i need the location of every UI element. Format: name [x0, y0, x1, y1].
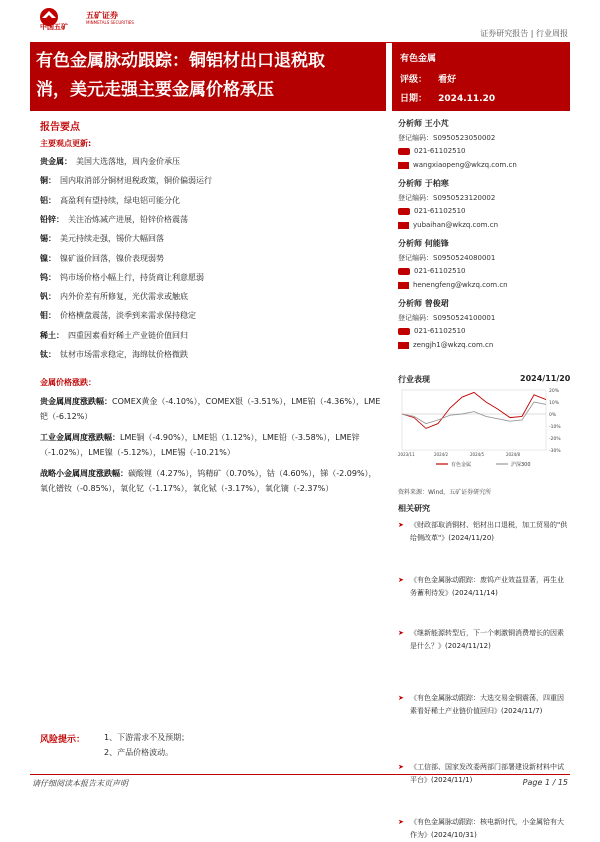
- update-metal: 铝：: [40, 195, 56, 205]
- analyst-email: [398, 221, 498, 229]
- related-research-text: 《有色金属脉动跟踪：大选交易金铜震荡，四重因素看好稀土产业链价值回归》(2024/11/7): [410, 694, 564, 715]
- update-item: [40, 330, 188, 341]
- date-value: 2024.11.20: [438, 94, 496, 104]
- arrow-right-icon: ➤: [398, 521, 404, 529]
- analyst-email-address: zengjh1@wkzq.com.cn: [413, 341, 494, 349]
- update-metal: 钛：: [40, 350, 56, 359]
- price-paragraph-label: 工业金属周度涨跌幅：: [40, 433, 120, 442]
- analyst-name: 分析师 何能锋: [398, 239, 449, 248]
- analyst-reg-code: 登记编码：S0950524080001: [398, 254, 496, 262]
- related-research-item: [398, 574, 570, 600]
- price-paragraph-label: 战略小金属周度涨跌幅：: [40, 469, 128, 478]
- analyst-email-address: wangxiaopeng@wkzq.com.cn: [413, 161, 517, 169]
- arrow-right-icon: ➤: [398, 629, 404, 637]
- email-icon: [398, 162, 409, 169]
- report-type: 证券研究报告 | 行业周报: [480, 29, 568, 38]
- update-item: [40, 156, 180, 167]
- email-icon: [398, 342, 409, 349]
- email-icon: [398, 282, 409, 289]
- rating-panel: [392, 43, 570, 111]
- date-label: 日期：: [400, 94, 428, 104]
- related-research-text: 《工信部、国家发改委两部门部署建设新材料中试平台》(2024/11/1): [410, 763, 564, 784]
- page-number: Page 1 / 15: [522, 778, 568, 787]
- update-metal: 铜：: [40, 176, 56, 186]
- analyst-tel: [398, 267, 466, 275]
- footer-disclaimer: 请仔细阅读本报告末页声明: [32, 779, 128, 788]
- brand-en-name: MINMETALS SECURITIES: [86, 20, 134, 25]
- x-tick-label: 2024/5: [470, 452, 485, 457]
- y-tick-label: 0%: [549, 413, 557, 418]
- rating-label: 评级：: [400, 75, 428, 85]
- analyst-email: [398, 341, 493, 349]
- arrow-right-icon: ➤: [398, 763, 404, 771]
- chart-source: 资料来源：Wind，五矿证券研究所: [398, 489, 492, 496]
- update-text: 高盈利有望持续，绿电铝可能分化: [60, 195, 180, 205]
- update-item: [40, 233, 164, 244]
- email-icon: [398, 222, 409, 229]
- update-item: [40, 195, 180, 206]
- related-research-item: [398, 519, 570, 545]
- analyst-name: 分析师 曾俊珺: [398, 299, 449, 308]
- update-text: 美国大选落地，周内金价承压: [76, 157, 180, 166]
- update-text: 国内取消部分铜材退税政策，铜价偏弱运行: [60, 176, 212, 186]
- footer-divider: [30, 774, 570, 775]
- arrow-right-icon: ➤: [398, 818, 404, 826]
- update-text: 内外价差有所修复，光伏需求或触底: [60, 292, 188, 302]
- update-item: [40, 310, 196, 321]
- analyst-email: [398, 161, 517, 169]
- update-metal: 钨：: [40, 272, 56, 282]
- update-text: 钛材市场需求稳定，海绵钛价格微跌: [60, 350, 188, 359]
- chart-title: 行业表现: [398, 375, 430, 384]
- update-text: 四重因素看好稀土产业链价值回归: [68, 330, 188, 340]
- price-paragraph: [40, 466, 382, 496]
- related-research-item: [398, 692, 570, 718]
- update-item: [40, 291, 188, 302]
- analyst-tel-number: 021-61102510: [414, 267, 466, 275]
- related-research-item: [398, 816, 570, 842]
- analyst-tel: [398, 207, 466, 215]
- phone-icon: [398, 328, 410, 335]
- update-metal: 钒：: [40, 292, 56, 302]
- price-heading: 金属价格涨跌：: [40, 378, 96, 387]
- analyst-tel: [398, 327, 466, 335]
- update-text: 关注冶炼减产进展，铅锌价格震荡: [68, 214, 188, 224]
- analyst-email-address: yubaihan@wkzq.com.cn: [413, 221, 499, 229]
- legend-label: 有色金属: [451, 462, 472, 468]
- related-research-text: 《有色金属脉动跟踪：核电新时代，小金属铪有大作为》(2024/10/31): [410, 818, 564, 839]
- related-research-item: [398, 627, 570, 653]
- summary-heading: 报告要点: [40, 122, 80, 133]
- analyst-email: [398, 281, 508, 289]
- risk-item: 2、产品价格波动。: [104, 748, 174, 757]
- price-paragraph-text: LME铜（-4.90%），LME铝（1.12%），LME铅（-3.58%），LME锌（-1.02%），LME镍（-5.12%），LME锡（-10.21%）: [40, 433, 360, 457]
- legend-label: 沪深300: [511, 462, 531, 468]
- related-heading: 相关研究: [398, 504, 430, 513]
- arrow-right-icon: ➤: [398, 576, 404, 584]
- plot-frame: [402, 390, 546, 450]
- price-paragraph: [40, 430, 382, 460]
- update-text: 价格横盘震荡，淡季到来需求保持稳定: [60, 311, 196, 321]
- update-metal: 稀土：: [40, 330, 64, 340]
- analyst-name: 分析师 王小芃: [398, 119, 449, 128]
- price-paragraph-label: 贵金属周度涨跌幅：: [40, 397, 112, 406]
- update-item: [40, 214, 188, 225]
- update-metal: 铅锌：: [40, 214, 64, 224]
- update-item: [40, 175, 212, 186]
- arrow-right-icon: ➤: [398, 694, 404, 702]
- risk-item: 1、下游需求不及预期；: [104, 733, 190, 742]
- price-paragraph: [40, 394, 382, 424]
- company-cn-name: 中国五矿: [40, 23, 68, 31]
- related-research-text: 《财政部取消铜材、铝材出口退税，加工贸易的"供给侧改革"》(2024/11/20): [410, 521, 568, 542]
- series-line: [402, 392, 546, 428]
- update-text: 美元持续走强，锡价大幅回落: [60, 234, 164, 244]
- x-tick-label: 2024/2: [434, 452, 449, 457]
- update-item: [40, 272, 204, 283]
- related-research-text: 《有色金属脉动跟踪：废钨产业效益显著，再生业务蓄利待发》(2024/11/14): [410, 576, 564, 597]
- analyst-name: 分析师 于柏寒: [398, 179, 449, 188]
- chart-date: 2024/11/20: [520, 374, 571, 383]
- update-metal: 贵金属：: [40, 157, 72, 166]
- sector-name: 有色金属: [400, 54, 437, 64]
- price-paragraph-text: COMEX黄金（-4.10%），COMEX银（-3.51%），LME铂（-4.36%），LME钯（-6.12%）: [40, 397, 381, 421]
- y-tick-label: 10%: [549, 401, 560, 406]
- update-metal: 镍：: [40, 253, 56, 263]
- report-title: [30, 43, 386, 111]
- updates-heading: 主要观点更新:: [40, 139, 92, 148]
- brand-name: 五矿证券: [86, 11, 118, 20]
- update-item: [40, 349, 188, 360]
- analyst-tel-number: 021-61102510: [414, 207, 466, 215]
- analyst-tel-number: 021-61102510: [414, 147, 466, 155]
- analyst-tel-number: 021-61102510: [414, 327, 466, 335]
- x-tick-label: 2024/8: [506, 452, 521, 457]
- related-research-text: 《继新能源转型后，下一个刺激铜消费增长的因素是什么？》(2024/11/12): [410, 629, 564, 650]
- update-text: 钨市场价格小幅上行，持货商让利意愿弱: [60, 272, 204, 282]
- y-tick-label: 20%: [549, 389, 560, 394]
- phone-icon: [398, 148, 410, 155]
- y-tick-label: -20%: [549, 437, 561, 442]
- title-line-1: 有色金属脉动跟踪：铜铝材出口退税取: [36, 51, 325, 71]
- update-text: 镍矿溢价回落，镍价表现弱势: [60, 253, 164, 263]
- rating-value: 看好: [438, 75, 457, 85]
- phone-icon: [398, 208, 410, 215]
- analyst-tel: [398, 147, 466, 155]
- title-line-2: 消，美元走强主要金属价格承压: [36, 80, 274, 100]
- industry-performance-chart: [396, 384, 570, 470]
- date-line: [400, 91, 495, 104]
- update-metal: 锡：: [40, 234, 56, 244]
- rating-line: [400, 72, 456, 85]
- analyst-reg-code: 登记编码：S0950523120002: [398, 194, 496, 202]
- update-item: [40, 253, 164, 264]
- analyst-email-address: henengfeng@wkzq.com.cn: [413, 281, 508, 289]
- y-tick-label: -10%: [549, 425, 561, 430]
- risk-label: 风险提示：: [40, 735, 86, 745]
- update-metal: 钼：: [40, 311, 56, 321]
- y-tick-label: -30%: [549, 449, 561, 454]
- price-paragraph-text: 碳酸锂（4.27%），钨精矿（0.70%），钴（4.60%），锑（-2.09%），氧化镨钕（-0.85%），氧化钇（-1.17%），氧化铽（-3.17%），氧化镝（-2.37%）: [40, 469, 377, 493]
- phone-icon: [398, 268, 410, 275]
- x-tick-label: 2023/11: [398, 452, 415, 457]
- analyst-reg-code: 登记编码：S0950523050002: [398, 134, 496, 142]
- analyst-reg-code: 登记编码：S0950524100001: [398, 314, 496, 322]
